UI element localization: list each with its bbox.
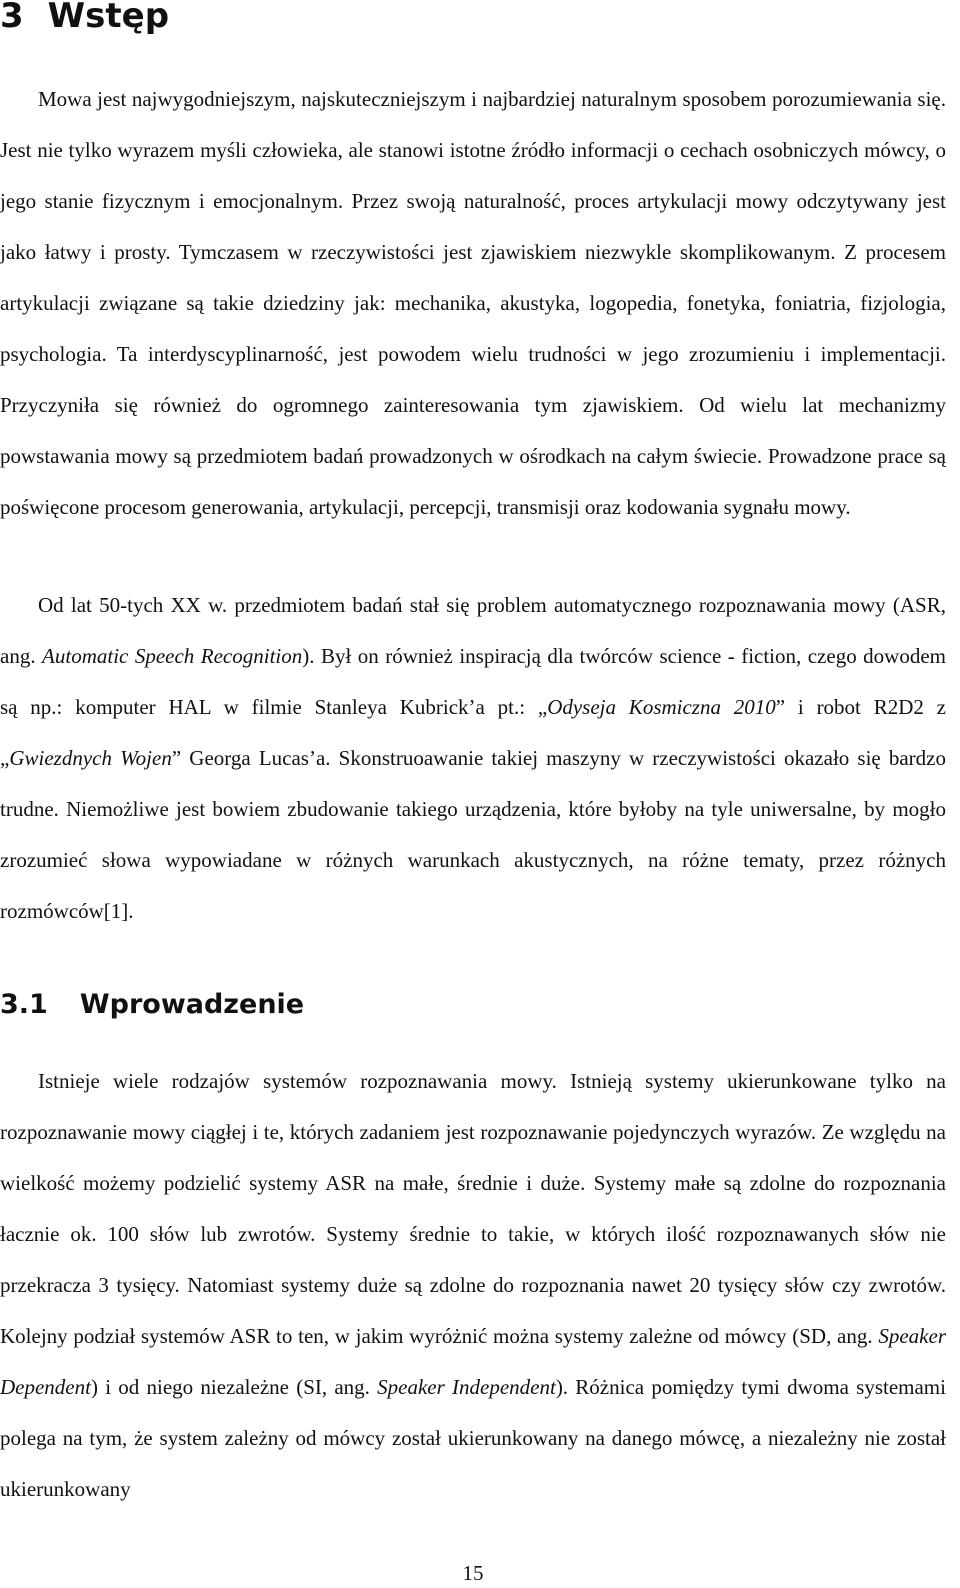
chapter-heading (0, 0, 169, 40)
paragraph-text: ) i od niego niezależne (SI, ang. (90, 1375, 378, 1399)
paragraph-text: ” Georga Lucas’a. Skonstruoawanie takiej maszyny w rzeczywistości okazało się bardzo trudne. Niemożliwe jest bowiem zbudowanie takiego urządzenia, które byłoby na tyle uniwersalne, by mogło zrozumieć słowa wypowiadane w różnych warunkach akustycznych, na różne tematy, przez różnych rozmówców[1]. (0, 746, 946, 923)
emphasis-term: Automatic Speech Recognition (42, 644, 303, 668)
paragraph-text: Od lat 50-tych XX w. przedmiotem badań stał się problem automatycznego rozpoznawania mowy (ASR, ang. (0, 593, 946, 668)
chapter-title: Wstęp (47, 0, 170, 36)
paragraph-text: ” i robot R2D2 z „ (0, 695, 946, 770)
page-number: 15 (462, 1561, 484, 1585)
emphasis-title: Odyseja Kosmiczna 2010 (547, 695, 776, 719)
section-number: 3.1 (0, 989, 48, 1020)
section-heading (0, 985, 304, 1025)
paragraph-text: ). Różnica pomiędzy tymi dwoma systemami polega na tym, że system zależny od mówcy został ukierunkowany na danego mówcę, a niezależny nie został ukierunkowany (0, 1375, 946, 1501)
paragraph-text: Mowa jest najwygodniejszym, najskuteczniejszym i najbardziej naturalnym sposobem porozumiewania się. Jest nie tylko wyrazem myśli człowieka, ale stanowi istotne źródło informacji o cechach osobniczych mówcy, o jego stanie fizycznym i emocjonalnym. Przez swoją naturalność, proces artykulacji mowy odczytywany jest jako łatwy i prosty. Tymczasem w rzeczywistości jest zjawiskiem niezwykle skomplikowanym. Z procesem artykulacji związane są takie dziedziny jak: mechanika, akustyka, logopedia, fonetyka, foniatria, fizjologia, psychologia. Ta interdyscyplinarność, jest powodem wielu trudności w jego zrozumieniu i implementacji. Przyczyniła się również do ogromnego zainteresowania tym zjawiskiem. Od wielu lat mechanizmy powstawania mowy są przedmiotem badań prowadzonych w ośrodkach na całym świecie. Prowadzone prace są poświęcone procesom generowania, artykulacji, percepcji, transmisji oraz kodowania sygnału mowy. (0, 87, 946, 519)
section-title: Wprowadzenie (79, 989, 305, 1020)
chapter-number: 3 (0, 0, 24, 36)
emphasis-term: Speaker Dependent (0, 1324, 946, 1399)
paragraph-text: Istnieje wiele rodzajów systemów rozpoznawania mowy. Istnieją systemy ukierunkowane tylko na rozpoznawanie mowy ciągłej i te, których zadaniem jest rozpoznawanie pojedynczych wyrazów. Ze względu na wielkość możemy podzielić systemy ASR na małe, średnie i duże. Systemy małe są zdolne do rozpoznania łacznie ok. 100 słów lub zwrotów. Systemy średnie to takie, w których ilość rozpoznawanych słów nie przekracza 3 tysięcy. Natomiast systemy duże są zdolne do rozpoznania nawet 20 tysięcy słów czy zwrotów. Kolejny podział systemów ASR to ten, w jakim wyróżnić można systemy zależne od mówcy (SD, ang. (0, 1069, 946, 1348)
paragraph-text: ). Był on również inspiracją dla twórców science - fiction, czego dowodem są np.: komputer HAL w filmie Stanleya Kubrick’a pt.: „ (0, 644, 946, 719)
emphasis-title: Gwiezdnych Wojen (9, 746, 172, 770)
paragraph (0, 580, 946, 937)
paragraph (0, 1056, 946, 1515)
paragraph (0, 74, 946, 533)
emphasis-term: Speaker Independent (377, 1375, 556, 1399)
